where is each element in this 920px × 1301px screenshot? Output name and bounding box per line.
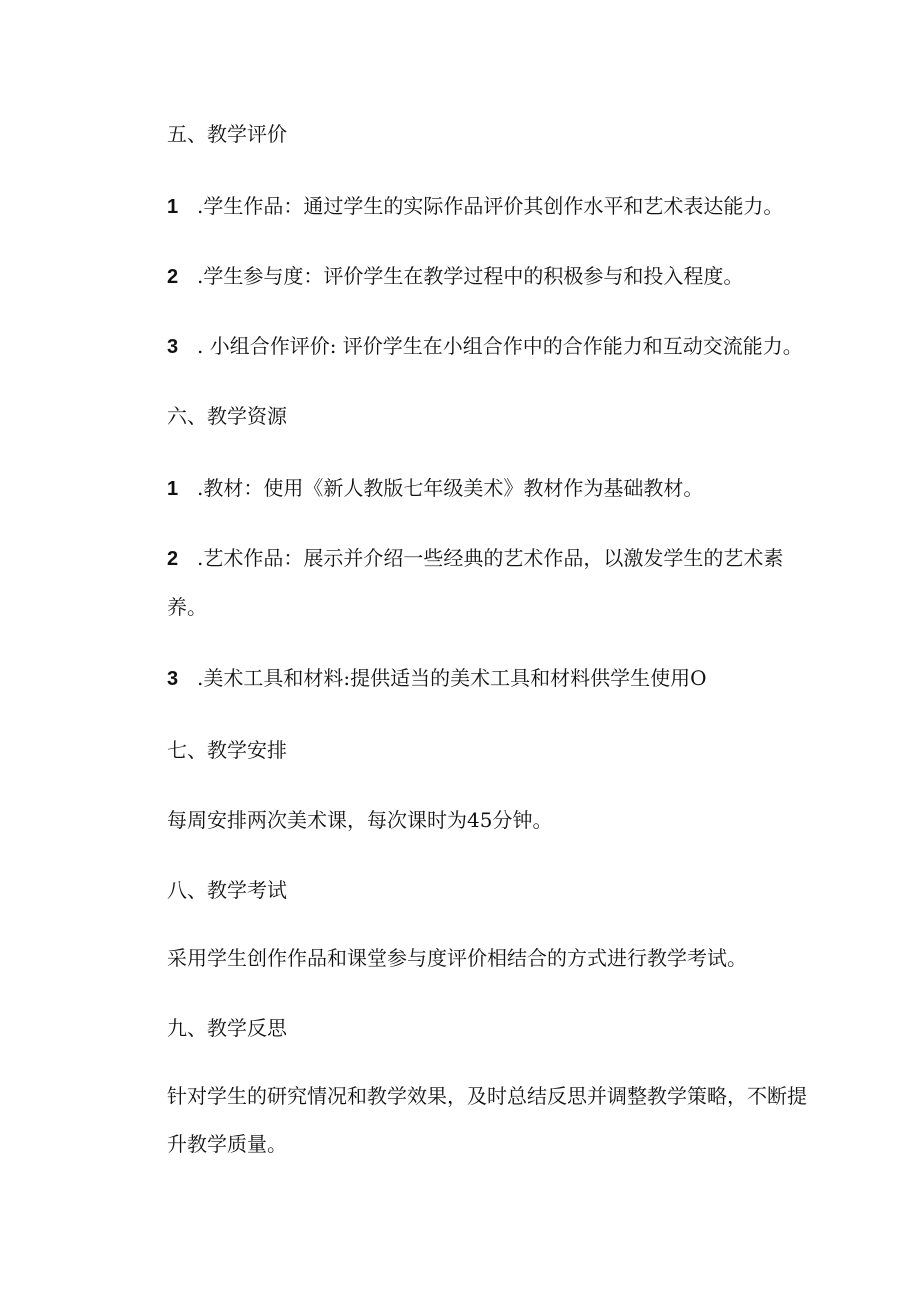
list-number: 3 (167, 336, 179, 358)
list-item (167, 668, 707, 689)
paragraph-exam: 采用学生创作作品和课堂参与度评价相结合的方式进行教学考试。 (167, 946, 747, 970)
list-text: .美术工具和材料:提供适当的美术工具和材料供学生使用O (197, 666, 707, 690)
section-heading-exam: 八、教学考试 (167, 878, 287, 902)
paragraph-reflection: 针对学生的研究情况和教学效果，及时总结反思并调整教学策略，不断提升教学质量。 (167, 1084, 807, 1156)
list-number: 1 (167, 478, 179, 500)
list-text: .教材：使用《新人教版七年级美术》教材作为基础教材。 (197, 476, 704, 500)
list-item (167, 478, 703, 499)
paragraph-schedule: 每周安排两次美术课，每次课时为45分钟。 (167, 808, 553, 832)
section-heading-resources: 六、教学资源 (167, 404, 287, 428)
section-heading-evaluation: 五、教学评价 (167, 122, 287, 146)
list-number: 2 (167, 266, 179, 288)
list-item (167, 336, 803, 357)
list-text: .艺术作品：展示并介绍一些经典的艺术作品，以激发学生的艺术素养。 (167, 546, 784, 619)
list-number: 3 (167, 668, 179, 690)
section-heading-schedule: 七、教学安排 (167, 738, 287, 762)
list-number: 2 (167, 548, 179, 570)
list-item (167, 266, 743, 287)
list-text: . 小组合作评价: 评价学生在小组合作中的合作能力和互动交流能力。 (197, 334, 803, 358)
list-item (167, 196, 783, 217)
section-heading-reflection: 九、教学反思 (167, 1016, 287, 1040)
list-item (167, 534, 807, 631)
list-number: 1 (167, 196, 179, 218)
list-text: .学生作品：通过学生的实际作品评价其创作水平和艺术表达能力。 (197, 194, 784, 218)
list-text: .学生参与度：评价学生在教学过程中的积极参与和投入程度。 (197, 264, 744, 288)
